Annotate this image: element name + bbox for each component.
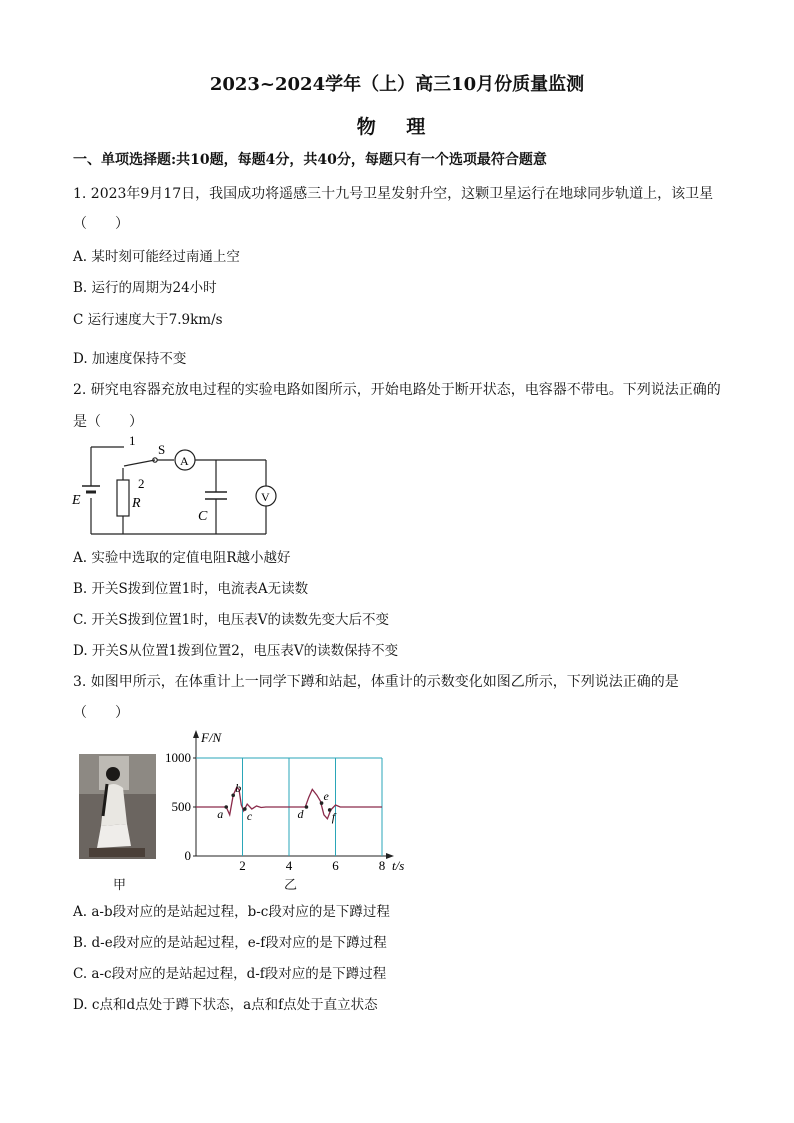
circuit-label-r: R <box>132 496 141 511</box>
point-label-e: e <box>323 789 329 804</box>
q3-option-c: C. a-c段对应的是站起过程，d-f段对应的是下蹲过程 <box>73 966 387 982</box>
point-label-b: b <box>235 781 242 796</box>
q1-option-b: B. 运行的周期为24小时 <box>73 280 217 296</box>
q2-option-d: D. 开关S从位置1拨到位置2，电压表V的读数保持不变 <box>73 643 399 659</box>
y-tick-label-1: 500 <box>171 799 191 814</box>
point-label-a: a <box>217 807 224 821</box>
q3-option-d: D. c点和d点处于蹲下状态，a点和f点处于直立状态 <box>73 997 378 1013</box>
q3-option-b: B. d-e段对应的是站起过程，e-f段对应的是下蹲过程 <box>73 935 387 951</box>
circuit-diagram <box>66 432 286 542</box>
q3-option-a: A. a-b段对应的是站起过程，b-c段对应的是下蹲过程 <box>73 904 390 920</box>
force-time-chart <box>165 726 412 878</box>
circuit-label-c: C <box>198 509 208 524</box>
q2-option-c: C. 开关S拨到位置1时，电压表V的读数先变大后不变 <box>73 612 390 628</box>
circuit-label-e: E <box>72 493 81 508</box>
q3-stem-line1: 3. 如图甲所示，在体重计上一同学下蹲和站起，体重计的示数变化如图乙所示，下列说法正确的是 <box>73 674 679 690</box>
point-d <box>305 805 309 809</box>
q1-option-a: A. 某时刻可能经过南通上空 <box>73 249 240 265</box>
chart-ylabel: F/N <box>201 730 222 745</box>
subject-title: 物 理 <box>356 116 438 138</box>
x-tick-label-0: 2 <box>239 858 246 873</box>
y-tick-label-0: 0 <box>184 848 191 863</box>
circuit-label-a: A <box>180 454 189 468</box>
student-photo <box>79 754 156 859</box>
q2-stem-line2: 是（ ） <box>73 414 143 430</box>
graph-caption: 乙 <box>284 878 298 893</box>
point-a <box>224 805 228 809</box>
point-label-f: f <box>331 809 336 824</box>
q2-stem-line1: 2. 研究电容器充放电过程的实验电路如图所示，开始电路处于断开状态，电容器不带电。下列说法正确的 <box>73 382 721 398</box>
x-tick-label-1: 4 <box>285 858 293 873</box>
q3-stem-line2: （ ） <box>73 705 129 721</box>
q1-stem-line1: 1. 2023年9月17日，我国成功将遥感三十九号卫星发射升空，这颗卫星运行在地球同步轨道上，该卫星 <box>73 186 714 202</box>
q2-option-b: B. 开关S拨到位置1时，电流表A无读数 <box>73 581 309 597</box>
point-label-d: d <box>297 807 304 821</box>
circuit-label-2: 2 <box>138 476 145 491</box>
q1-stem-line2: （ ） <box>73 216 129 232</box>
q2-option-a: A. 实验中选取的定值电阻R越小越好 <box>73 550 291 566</box>
photo-caption: 甲 <box>113 878 127 893</box>
q1-option-d: D. 加速度保持不变 <box>73 351 187 367</box>
circuit-label-v: V <box>261 490 270 504</box>
circuit-label-1: 1 <box>129 433 136 448</box>
point-label-c: c <box>246 808 253 823</box>
x-tick-label-2: 6 <box>332 858 339 873</box>
q1-option-c: C 运行速度大于7.9km/s <box>73 312 223 328</box>
section-heading: 一、单项选择题:共10题，每题4分，共40分，每题只有一个选项最符合题意 <box>73 152 547 168</box>
circuit-label-s: S <box>158 442 166 457</box>
y-tick-label-2: 1000 <box>165 750 191 765</box>
exam-title: 2023~2024学年（上）高三10月份质量监测 <box>209 74 585 95</box>
x-tick-label-3: 8 <box>378 858 386 873</box>
chart-xlabel: t/s <box>392 858 405 873</box>
